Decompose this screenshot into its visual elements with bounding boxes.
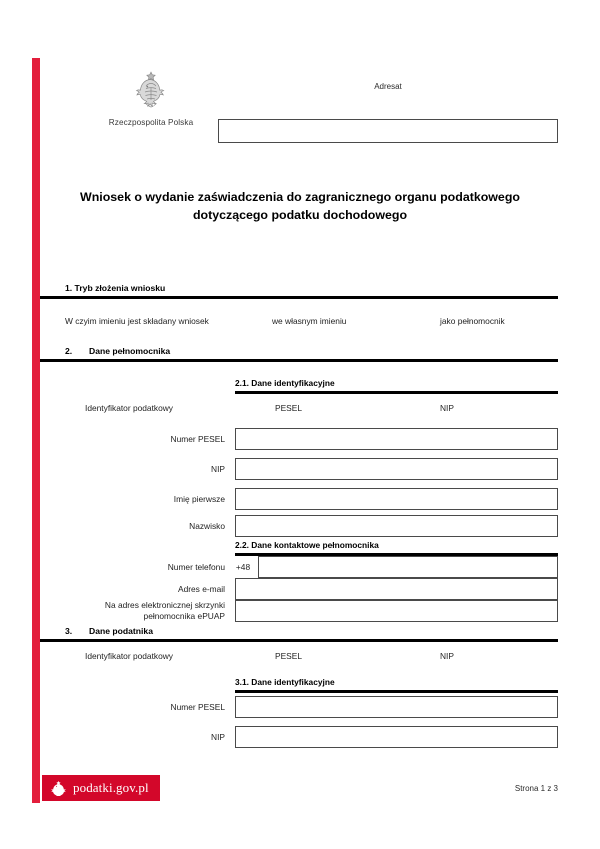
- section-3-heading-line: [40, 626, 558, 639]
- field-proxy-email: [40, 578, 558, 600]
- taxpayer-identifier-label: Identyfikator podatkowy: [85, 651, 173, 661]
- field-proxy-epuap-label-line1: Na adres elektronicznej skrzynki: [104, 600, 225, 610]
- field-proxy-pesel-input[interactable]: [235, 428, 558, 450]
- section-3-heading: Dane podatnika: [89, 626, 153, 636]
- polish-eagle-white-icon: [51, 780, 66, 796]
- section-2-heading: Dane pełnomocnika: [89, 346, 171, 356]
- field-taxpayer-nip: [40, 726, 558, 748]
- red-accent-bar: [32, 58, 40, 803]
- adresat-input[interactable]: [218, 119, 558, 143]
- subsection-2-1-heading: 2.1. Dane identyfikacyjne: [235, 378, 335, 388]
- section-1-tryb-zlozenia-wniosku: [40, 283, 558, 299]
- page-title: Wniosek o wydanie zaświadczenia do zagranicznego organu podatkowego dotyczącego podatku dochodowego: [80, 190, 520, 222]
- field-proxy-pesel-label: Numer PESEL: [170, 434, 225, 444]
- podatki-gov-pl-logo[interactable]: [42, 775, 160, 801]
- section-3-rule: [40, 639, 558, 642]
- section-3-dane-podatnika: [40, 626, 558, 642]
- page-number: Strona 1 z 3: [514, 784, 558, 793]
- field-proxy-first-name-input[interactable]: [235, 488, 558, 510]
- taxpayer-identifier-option-nip[interactable]: NIP: [440, 651, 454, 661]
- submission-mode-row: [40, 316, 558, 332]
- document-header: [0, 70, 600, 165]
- field-proxy-first-name: [40, 488, 558, 510]
- field-proxy-nip-input[interactable]: [235, 458, 558, 480]
- podatki-gov-pl-logo-text: podatki.gov.pl: [73, 780, 149, 795]
- subsection-2-2-heading: 2.2. Dane kontaktowe pełnomocnika: [235, 540, 379, 550]
- field-taxpayer-pesel-input[interactable]: [235, 696, 558, 718]
- taxpayer-identifier-choice-row: [40, 651, 558, 667]
- section-1-rule: [40, 296, 558, 299]
- section-2-number: 2.: [65, 346, 73, 356]
- subsection-2-1-rule: [235, 391, 558, 394]
- field-proxy-epuap-label-line2: pełnomocnika ePUAP: [143, 611, 225, 621]
- field-proxy-pesel: [40, 428, 558, 450]
- submission-mode-option-proxy[interactable]: jako pełnomocnik: [440, 316, 505, 326]
- emblem-caption: Rzeczpospolita Polska: [108, 118, 194, 127]
- field-taxpayer-nip-label: NIP: [211, 732, 225, 742]
- field-proxy-phone: [40, 556, 558, 578]
- field-proxy-phone-label: Numer telefonu: [167, 562, 225, 572]
- subsection-3-1-rule: [235, 690, 558, 693]
- adresat-label: Adresat: [374, 82, 402, 91]
- proxy-identifier-choice-row: [40, 403, 558, 419]
- field-taxpayer-pesel-label: Numer PESEL: [170, 702, 225, 712]
- field-proxy-nip: [40, 458, 558, 480]
- field-proxy-email-label: Adres e-mail: [177, 584, 225, 594]
- section-2-heading-line: [40, 346, 558, 359]
- subsection-3-1-dane-identyfikacyjne: [40, 677, 558, 693]
- field-proxy-epuap: [40, 600, 558, 622]
- field-proxy-email-input[interactable]: [235, 578, 558, 600]
- section-3-number: 3.: [65, 626, 73, 636]
- field-taxpayer-pesel: [40, 696, 558, 718]
- subsection-3-1-heading: 3.1. Dane identyfikacyjne: [235, 677, 335, 687]
- taxpayer-identifier-option-pesel[interactable]: PESEL: [275, 651, 303, 661]
- proxy-identifier-option-nip[interactable]: NIP: [440, 403, 454, 413]
- field-proxy-first-name-label: Imię pierwsze: [173, 494, 225, 504]
- section-1-heading: 1. Tryb złożenia wniosku: [65, 283, 166, 293]
- national-emblem-block: [92, 70, 210, 127]
- submission-mode-question: W czyim imieniu jest składany wniosek: [65, 316, 209, 326]
- proxy-identifier-label: Identyfikator podatkowy: [85, 403, 173, 413]
- phone-country-prefix: +48: [235, 562, 251, 572]
- subsection-2-2-dane-kontaktowe: [40, 540, 558, 556]
- polish-eagle-emblem: [134, 70, 168, 112]
- field-taxpayer-nip-input[interactable]: [235, 726, 558, 748]
- field-proxy-surname: [40, 515, 558, 537]
- field-proxy-epuap-label: [40, 600, 225, 622]
- field-proxy-nip-label: NIP: [211, 464, 225, 474]
- proxy-identifier-option-pesel[interactable]: PESEL: [275, 403, 303, 413]
- field-proxy-phone-input[interactable]: [258, 556, 558, 578]
- field-proxy-surname-label: Nazwisko: [189, 521, 225, 531]
- submission-mode-option-own[interactable]: we własnym imieniu: [272, 316, 347, 326]
- field-proxy-epuap-input[interactable]: [235, 600, 558, 622]
- subsection-2-1-dane-identyfikacyjne: [40, 378, 558, 394]
- section-2-rule: [40, 359, 558, 362]
- field-proxy-surname-input[interactable]: [235, 515, 558, 537]
- section-2-dane-pelnomocnika: [40, 346, 558, 362]
